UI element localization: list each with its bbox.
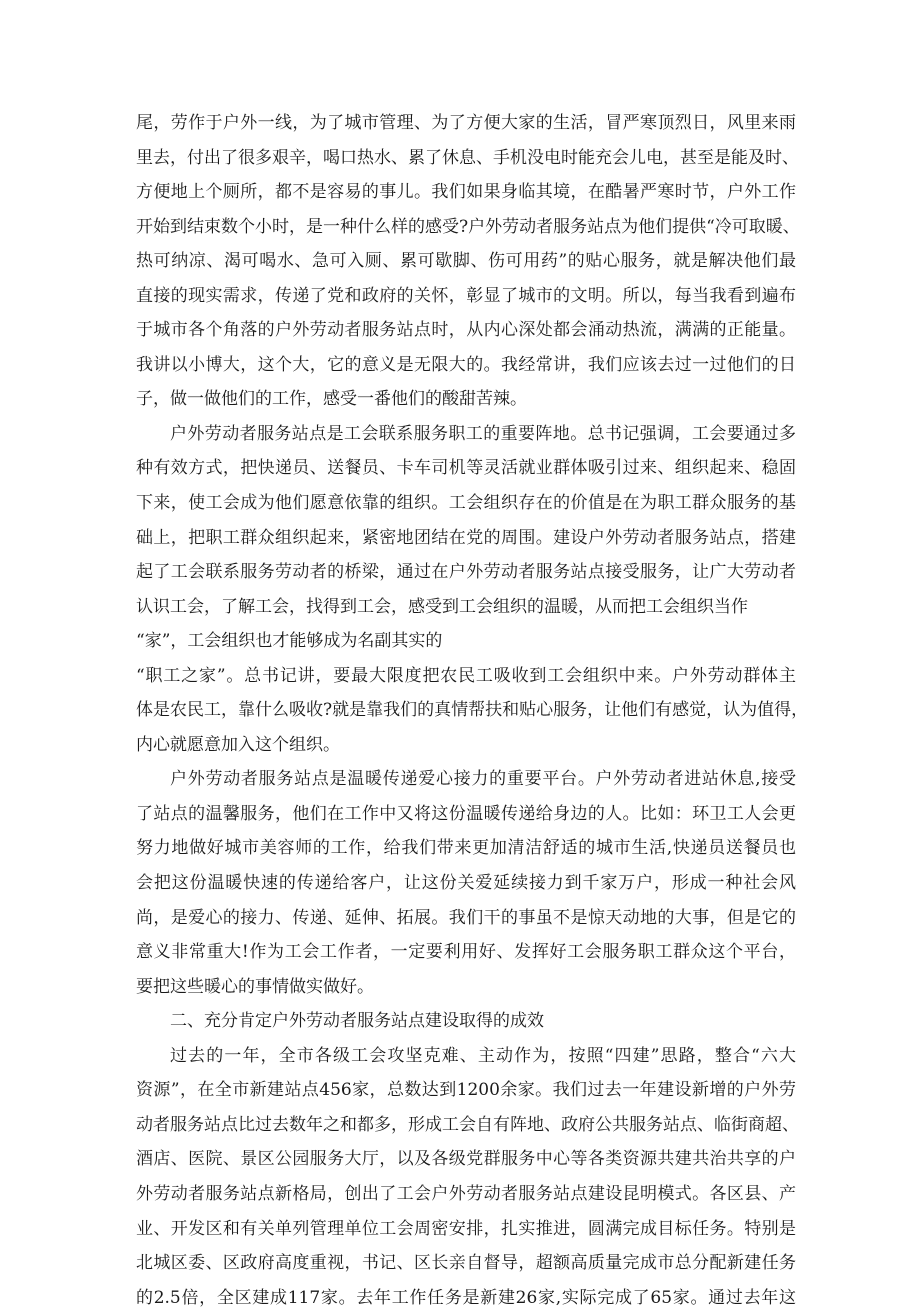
paragraph — [136, 106, 800, 417]
text-line: 下来，使工会成为他们愿意依靠的组织。工会组织存在的价值是在为职工群众服务的基 — [136, 493, 796, 514]
text-line: 开始到结束数个小时，是一种什么样的感受?户外劳动者服务站点为他们提供“冷可取暖、 — [136, 216, 800, 237]
paragraph — [136, 417, 809, 762]
text-line: 意义非常重大!作为工会工作者，一定要利用好、发挥好工会服务职工群众这个平台， — [136, 942, 796, 963]
text-line: “职工之家”。总书记讲，要最大限度把农民工吸收到工会组织中来。户外劳动群体主 — [136, 665, 796, 686]
text-line: 础上，把职工群众组织起来，紧密地团结在党的周围。建设户外劳动者服务站点，搭建 — [136, 527, 796, 548]
text-line: 酒店、医院、景区公园服务大厅，以及各级党群服务中心等各类资源共建共治共享的户 — [136, 1149, 796, 1170]
text-line: 于城市各个角落的户外劳动者服务站点时，从内心深处都会涌动热流，满满的正能量。 — [136, 320, 796, 341]
text-line: 尾，劳作于户外一线，为了城市管理、为了方便大家的生活，冒严寒顶烈日，风里来雨 — [136, 113, 796, 133]
text-line: 要把这些暖心的事情做实做好。 — [136, 976, 374, 997]
text-line: 内心就愿意加入这个组织。 — [136, 734, 340, 755]
text-line: 种有效方式，把快递员、送餐员、卡车司机等灵活就业群体吸引过来、组织起来、稳固 — [136, 458, 796, 479]
text-line: 里去，付出了很多艰辛，喝口热水、累了休息、手机没电时能充会儿电，甚至是能及时、 — [136, 147, 799, 168]
text-line: 业、开发区和有关单列管理单位工会周密安排，扎实推进，圆满完成目标任务。特别是 — [136, 1218, 796, 1239]
text-line: 户外劳动者服务站点是温暖传递爱心接力的重要平台。户外劳动者进站休息,接受 — [170, 769, 796, 790]
text-line: 外劳动者服务站点新格局，创出了工会户外劳动者服务站点建设昆明模式。各区县、产 — [136, 1183, 796, 1204]
text-line: 热可纳凉、渴可喝水、急可入厕、累可歇脚、伤可用药”的贴心服务，就是解决他们最 — [136, 251, 796, 272]
text-line: 二、充分肯定户外劳动者服务站点建设取得的成效 — [170, 1011, 544, 1032]
text-line: 我讲以小博大，这个大，它的意义是无限大的。我经常讲，我们应该去过一过他们的日 — [136, 354, 796, 375]
text-line: 过去的一年，全市各级工会攻坚克难、主动作为，按照“四建”思路，整合“六大 — [170, 1045, 796, 1066]
text-line: 体是农民工，靠什么吸收?就是靠我们的真情帮扶和贴心服务，让他们有感觉，认为值得， — [136, 700, 809, 721]
text-line: 北城区委、区政府高度重视，书记、区长亲自督导，超额高质量完成市总分配新建任务 — [136, 1253, 796, 1274]
text-line: 努力地做好城市美容师的工作，给我们带来更加清洁舒适的城市生活,快递员送餐员也 — [136, 838, 796, 859]
text-line: 尚，是爱心的接力、传递、延伸、拓展。我们干的事虽不是惊天动地的大事，但是它的 — [136, 907, 796, 928]
text-line: 户外劳动者服务站点是工会联系服务职工的重要阵地。总书记强调，工会要通过多 — [170, 423, 796, 444]
text-line: 的2.5倍，全区建成117家。去年工作任务是新建26家,实际完成了65家。通过去年这 — [136, 1287, 796, 1308]
text-line: 方便地上个厕所，都不是容易的事儿。我们如果身临其境，在酷暑严寒时节，户外工作 — [136, 182, 796, 203]
text-line: 动者服务站点比过去数年之和都多，形成工会自有阵地、政府公共服务站点、临街商超、 — [136, 1114, 799, 1135]
document-body — [136, 106, 809, 1315]
paragraph — [136, 1004, 796, 1039]
text-line: 认识工会，了解工会，找得到工会，感受到工会组织的温暖，从而把工会组织当作 — [136, 596, 748, 617]
text-line: 直接的现实需求，传递了党和政府的关怀，彰显了城市的文明。所以，每当我看到遍布 — [136, 285, 796, 306]
text-line: 会把这份温暖快速的传递给客户，让这份关爱延续接力到千家万户，形成一种社会风 — [136, 873, 796, 894]
paragraph — [136, 1039, 799, 1315]
text-line: “家”，工会组织也才能够成为名副其实的 — [136, 631, 443, 652]
text-line: 了站点的温馨服务，他们在工作中又将这份温暖传递给身边的人。比如：环卫工人会更 — [136, 803, 796, 824]
text-line: 起了工会联系服务劳动者的桥梁，通过在户外劳动者服务站点接受服务，让广大劳动者 — [136, 562, 796, 583]
text-line: 子，做一做他们的工作，感受一番他们的酸甜苦辣。 — [136, 389, 527, 410]
paragraph — [136, 762, 796, 1004]
text-line: 资源”，在全市新建站点456家，总数达到1200余家。我们过去一年建设新增的户外劳 — [136, 1080, 796, 1101]
